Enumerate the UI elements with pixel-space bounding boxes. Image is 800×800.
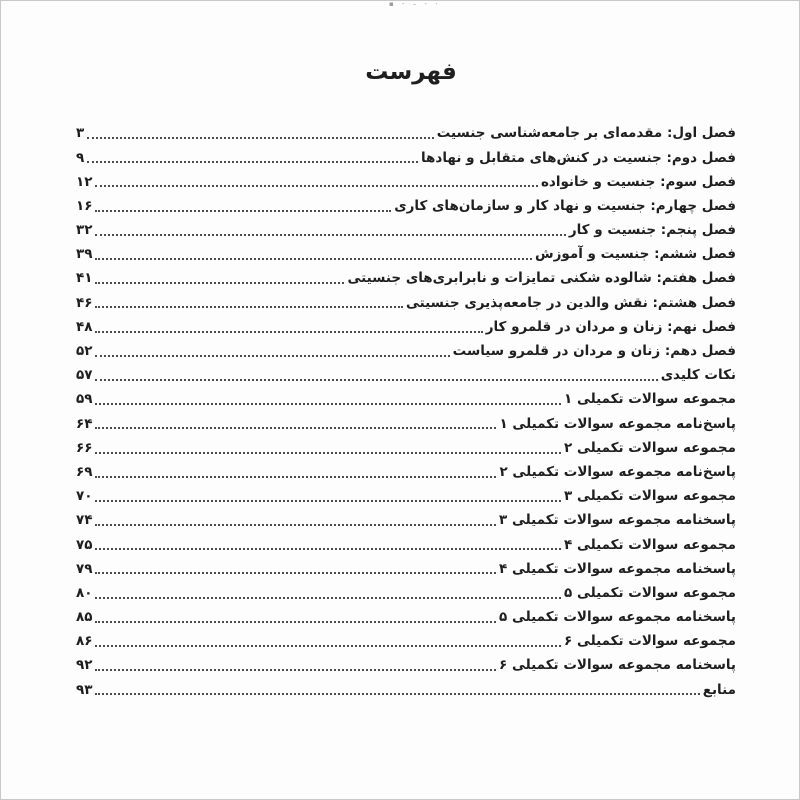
toc-entry-title: مجموعه سوالات تکمیلی ۵ xyxy=(564,584,736,601)
toc-row xyxy=(76,122,736,146)
toc-entry-page-number: ۳ xyxy=(76,125,85,142)
toc-entry-title: پاسخنامه مجموعه سوالات تکمیلی ۵ xyxy=(499,609,736,626)
dotted-leader xyxy=(95,379,657,381)
dotted-leader xyxy=(95,331,482,333)
toc-entry-page-number: ۹۳ xyxy=(76,681,93,698)
toc-row xyxy=(76,654,736,678)
toc-entry-page-number: ۵۹ xyxy=(76,391,93,408)
toc-row xyxy=(76,170,736,194)
dotted-leader xyxy=(95,403,561,405)
toc-entry-page-number: ۸۵ xyxy=(76,609,93,626)
toc-entry-title: فصل اول: مقدمه‌ای بر جامعه‌شناسی جنسیت xyxy=(436,125,736,142)
toc-entry-page-number: ۱۶ xyxy=(76,197,93,214)
toc-entry-page-number: ۳۲ xyxy=(76,222,93,239)
toc-entry-page-number: ۷۵ xyxy=(76,536,93,553)
toc-row xyxy=(76,146,736,170)
dotted-leader xyxy=(95,427,496,429)
toc-row xyxy=(76,412,736,436)
toc-entry-title: فصل چهارم: جنسیت و نهاد کار و سازمان‌های کاری xyxy=(394,197,736,214)
page-title: فهرست xyxy=(365,59,457,85)
toc-row xyxy=(76,606,736,630)
toc-row xyxy=(76,340,736,364)
toc-entry-page-number: ۷۰ xyxy=(76,488,93,505)
toc-entry-page-number: ۹ xyxy=(76,149,85,166)
toc-entry-title: پاسخنامه مجموعه سوالات تکمیلی ۴ xyxy=(499,560,736,577)
toc-entry-page-number: ۵۷ xyxy=(76,367,93,384)
toc-row xyxy=(76,195,736,219)
dotted-leader xyxy=(87,137,434,139)
toc-entry-title: پاسخنامه مجموعه سوالات تکمیلی ۳ xyxy=(499,512,736,529)
dotted-leader xyxy=(95,669,496,671)
toc-entry-page-number: ۴۶ xyxy=(76,294,93,311)
toc-entry-title: مجموعه سوالات تکمیلی ۶ xyxy=(564,633,736,650)
toc-row xyxy=(76,582,736,606)
dotted-leader xyxy=(95,548,561,550)
toc-row xyxy=(76,630,736,654)
dotted-leader xyxy=(95,645,561,647)
dotted-leader xyxy=(87,161,418,163)
toc-entry-page-number: ۷۹ xyxy=(76,560,93,577)
dotted-leader xyxy=(95,621,496,623)
toc-entry-page-number: ۸۶ xyxy=(76,633,93,650)
toc-entry-title: فصل پنجم: جنسیت و کار xyxy=(568,222,736,239)
dotted-leader xyxy=(95,693,699,695)
toc-entry-title: فصل هفتم: شالوده شکنی تمایزات و نابرابری‌های جنسیتی xyxy=(347,270,736,287)
toc-entry-title: مجموعه سوالات تکمیلی ۴ xyxy=(564,536,736,553)
toc-row xyxy=(76,364,736,388)
toc-row xyxy=(76,291,736,315)
dotted-leader xyxy=(95,234,565,236)
toc-row xyxy=(76,436,736,460)
toc-entry-title: پاسخنامه مجموعه سوالات تکمیلی ۶ xyxy=(499,657,736,674)
toc-row xyxy=(76,267,736,291)
toc-row xyxy=(76,678,736,702)
toc-entry-title: منابع xyxy=(702,681,736,698)
toc-entry-page-number: ۶۶ xyxy=(76,439,93,456)
toc-row xyxy=(76,388,736,412)
toc-entry-page-number: ۶۴ xyxy=(76,415,93,432)
toc-row xyxy=(76,461,736,485)
dotted-leader xyxy=(95,524,496,526)
toc-row xyxy=(76,485,736,509)
dotted-leader xyxy=(95,210,391,212)
dotted-leader xyxy=(95,452,561,454)
dotted-leader xyxy=(95,185,537,187)
dotted-leader xyxy=(95,476,496,478)
toc-entry-title: پاسخ‌نامه مجموعه سوالات تکمیلی ۲ xyxy=(499,463,736,480)
toc-entry-title: فصل نهم: زنان و مردان در قلمرو کار xyxy=(485,318,736,335)
dotted-leader xyxy=(95,258,532,260)
toc-entry-title: مجموعه سوالات تکمیلی ۱ xyxy=(564,391,736,408)
toc-entry-page-number: ۹۲ xyxy=(76,657,93,674)
toc-entry-page-number: ۴۱ xyxy=(76,270,93,287)
toc-entry-page-number: ۴۸ xyxy=(76,318,93,335)
toc-entry-page-number: ۶۹ xyxy=(76,463,93,480)
toc-entry-title: فصل دوم: جنسیت در کنش‌های متقابل و نهادها xyxy=(420,149,736,166)
dotted-leader xyxy=(95,306,403,308)
toc-entry-title: فصل سوم: جنسیت و خانواده xyxy=(540,173,736,190)
toc-row xyxy=(76,243,736,267)
toc-entry-title: پاسخ‌نامه مجموعه سوالات تکمیلی ۱ xyxy=(499,415,736,432)
toc-entry-title: فصل ششم: جنسیت و آموزش xyxy=(534,246,736,263)
toc-row xyxy=(76,557,736,581)
toc-entry-title: فصل دهم: زنان و مردان در قلمرو سیاست xyxy=(452,343,736,360)
dotted-leader xyxy=(95,597,561,599)
dotted-leader xyxy=(95,355,449,357)
toc-entry-title: فصل هشتم: نقش والدین در جامعه‌پذیری جنسیتی xyxy=(406,294,736,311)
toc-entry-page-number: ۵۲ xyxy=(76,343,93,360)
toc-entry-title: مجموعه سوالات تکمیلی ۳ xyxy=(564,488,736,505)
scan-artifact: ▪ - – - · xyxy=(389,1,441,8)
toc-entry-page-number: ۸۰ xyxy=(76,584,93,601)
toc-row xyxy=(76,509,736,533)
toc-entry-title: نکات کلیدی xyxy=(660,367,736,384)
dotted-leader xyxy=(95,282,344,284)
toc-entry-page-number: ۳۹ xyxy=(76,246,93,263)
toc-entry-page-number: ۷۴ xyxy=(76,512,93,529)
toc-list xyxy=(76,122,736,703)
toc-row xyxy=(76,316,736,340)
toc-row xyxy=(76,533,736,557)
toc-entry-title: مجموعه سوالات تکمیلی ۲ xyxy=(564,439,736,456)
toc-entry-page-number: ۱۲ xyxy=(76,173,93,190)
dotted-leader xyxy=(95,500,561,502)
toc-row xyxy=(76,219,736,243)
dotted-leader xyxy=(95,572,496,574)
